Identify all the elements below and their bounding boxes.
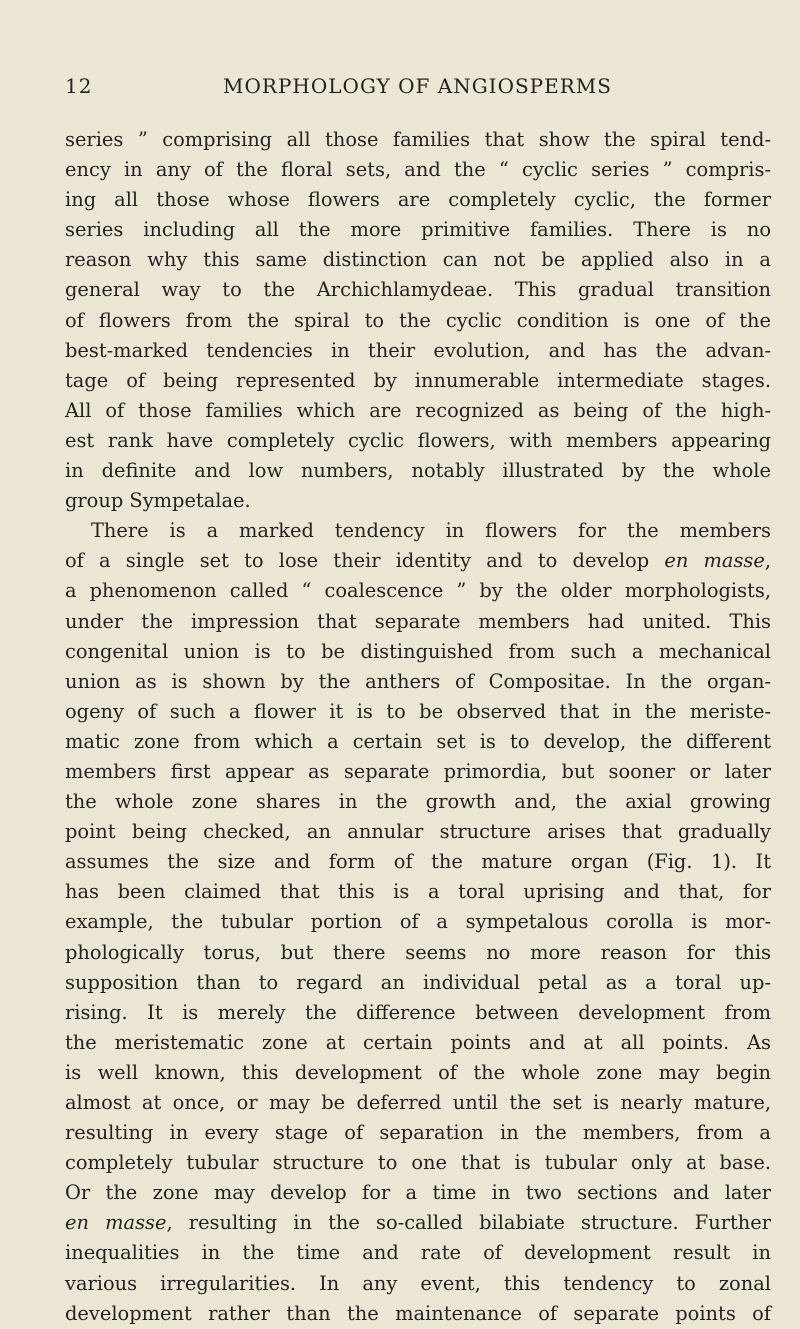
text-line: tage of being represented by innumerable intermediate stages. bbox=[65, 368, 771, 392]
text-line: of a single set to lose their identity and to develop en masse, bbox=[65, 549, 771, 573]
text-line: rising. It is merely the difference between development from bbox=[65, 1000, 771, 1024]
text-line: under the impression that separate members had united. This bbox=[65, 609, 771, 633]
text-line: union as is shown by the anthers of Compositae. In the organ- bbox=[65, 669, 771, 693]
text-line: is well known, this development of the whole zone may begin bbox=[65, 1060, 771, 1084]
text-line: inequalities in the time and rate of development result in bbox=[65, 1241, 771, 1265]
text-line: members first appear as separate primordia, but sooner or later bbox=[65, 759, 771, 783]
text-line: There is a marked tendency in flowers for the members bbox=[91, 519, 771, 543]
text-line: best-marked tendencies in their evolution, and has the advan- bbox=[65, 338, 771, 362]
running-title: MORPHOLOGY OF ANGIOSPERMS bbox=[223, 74, 612, 98]
text-line: almost at once, or may be deferred until the set is nearly mature, bbox=[65, 1091, 771, 1114]
text-line: ing all those whose flowers are completely cyclic, the former bbox=[65, 188, 771, 212]
text-line: development rather than the maintenance of separate points of bbox=[65, 1301, 771, 1325]
text-line: en masse, resulting in the so-called bilabiate structure. Further bbox=[65, 1211, 772, 1235]
body-text bbox=[65, 125, 771, 1329]
text-line: in definite and low numbers, notably illustrated by the whole bbox=[65, 459, 771, 483]
text-line: ency in any of the floral sets, and the “ cyclic series ” compris- bbox=[65, 158, 771, 182]
text-line: resulting in every stage of separation in the members, from a bbox=[65, 1121, 771, 1145]
text-line: point being checked, an annular structure arises that gradually bbox=[65, 820, 771, 844]
text-line: group Sympetalae. bbox=[65, 489, 251, 513]
text-line: assumes the size and form of the mature organ (Fig. 1). It bbox=[65, 850, 771, 874]
text-line: the whole zone shares in the growth and, the axial growing bbox=[65, 790, 771, 814]
text-line: All of those families which are recognized as being of the high- bbox=[65, 398, 771, 422]
text-line: various irregularities. In any event, this tendency to zonal bbox=[65, 1271, 771, 1295]
text-line: a phenomenon called “ coalescence ” by the older morphologists, bbox=[65, 579, 771, 603]
text-line: Or the zone may develop for a time in two sections and later bbox=[65, 1181, 771, 1205]
text-line: est rank have completely cyclic flowers, with members appearing bbox=[65, 428, 771, 452]
text-line: reason why this same distinction can not be applied also in a bbox=[65, 248, 771, 272]
text-line: of flowers from the spiral to the cyclic condition is one of the bbox=[65, 308, 771, 332]
text-line: supposition than to regard an individual petal as a toral up- bbox=[65, 970, 771, 994]
text-line: ogeny of such a flower it is to be observed that in the meriste- bbox=[65, 699, 771, 723]
page-number: 12 bbox=[65, 74, 93, 98]
text-line: matic zone from which a certain set is to develop, the different bbox=[65, 729, 771, 753]
text-line: example, the tubular portion of a sympetalous corolla is mor- bbox=[65, 910, 771, 934]
text-line: completely tubular structure to one that is tubular only at base. bbox=[65, 1151, 771, 1175]
text-line: general way to the Archichlamydeae. This gradual transition bbox=[65, 278, 771, 302]
text-line: congenital union is to be distinguished from such a mechanical bbox=[65, 639, 771, 663]
text-line: phologically torus, but there seems no more reason for this bbox=[65, 940, 771, 964]
text-line: has been claimed that this is a toral uprising and that, for bbox=[65, 880, 771, 904]
text-line: series including all the more primitive families. There is no bbox=[65, 218, 771, 242]
page-header bbox=[65, 74, 770, 104]
text-line: series ” comprising all those families that show the spiral tend- bbox=[65, 128, 771, 151]
text-line: the meristematic zone at certain points and at all points. As bbox=[65, 1030, 771, 1054]
